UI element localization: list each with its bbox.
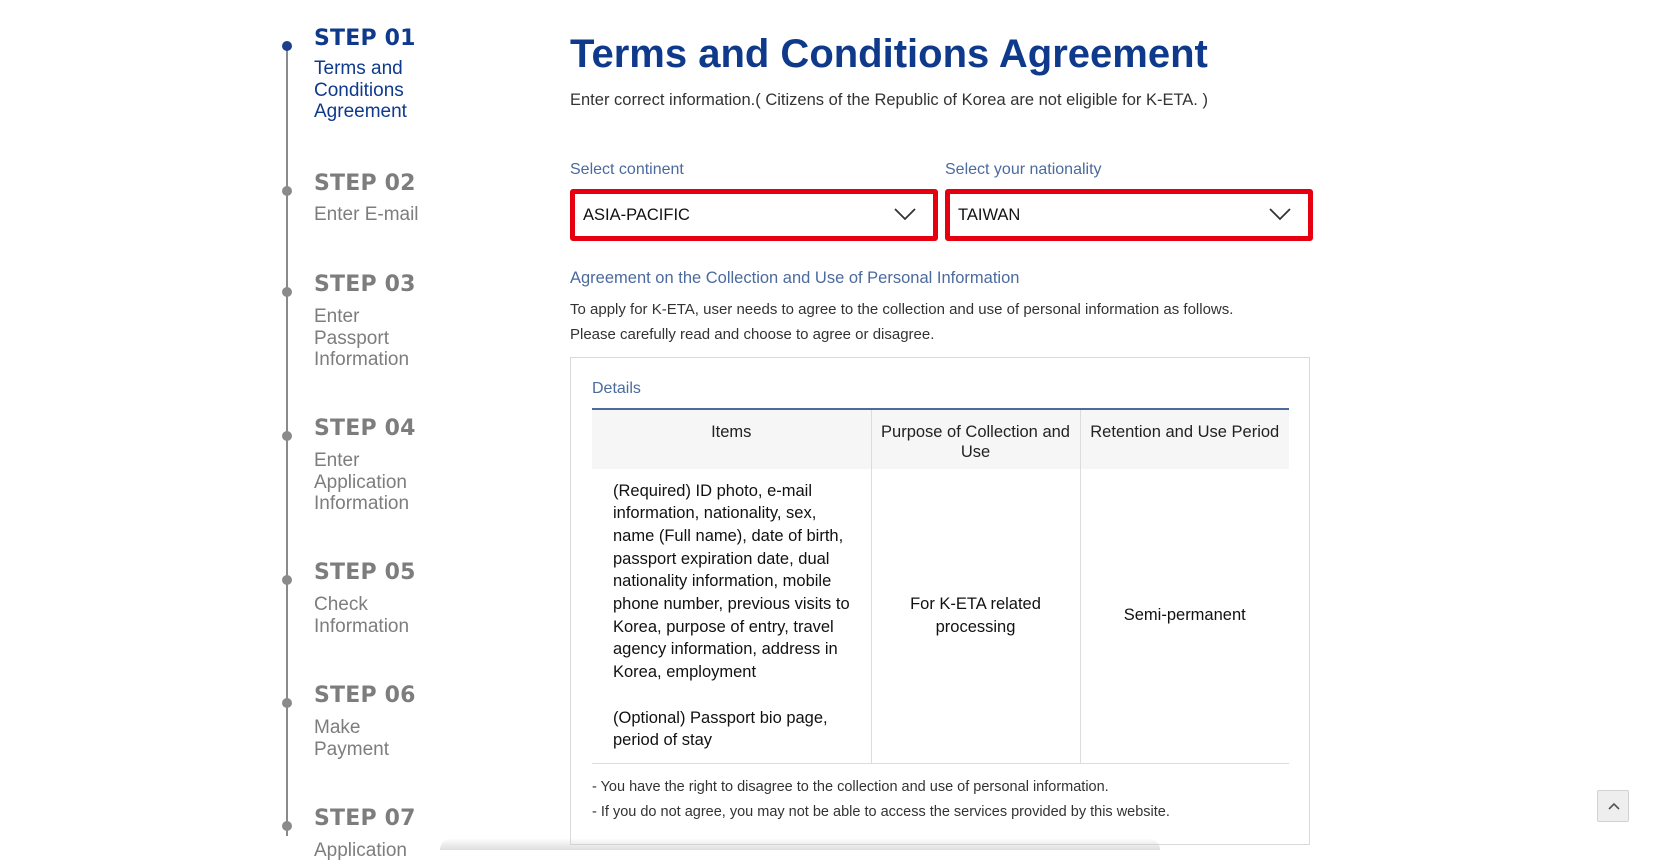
bottom-shadow — [440, 838, 1160, 850]
page-title: Terms and Conditions Agreement — [570, 32, 1208, 76]
step-01-number: STEP 01 — [314, 26, 416, 51]
continent-label: Select continent — [570, 161, 684, 178]
step-02-title: Enter E-mail — [314, 204, 419, 225]
chevron-up-icon — [1607, 801, 1621, 811]
personal-info-table — [592, 408, 1289, 764]
step-07-title: Application — [314, 840, 407, 861]
details-panel — [570, 357, 1310, 845]
table-header-row — [592, 409, 1289, 469]
header-retention: Retention and Use Period — [1080, 409, 1289, 469]
agreement-description: To apply for K-ETA, user needs to agree to the collection and use of personal information as follows. Please carefully read and choose to agree or disagree. — [570, 301, 1234, 343]
chevron-down-icon — [1268, 206, 1292, 222]
retention-cell: Semi-permanent — [1080, 469, 1289, 763]
step-05-number: STEP 05 — [314, 560, 416, 585]
chevron-down-icon — [893, 206, 917, 222]
step-03-number: STEP 03 — [314, 272, 416, 297]
header-purpose: Purpose of Collection and Use — [871, 409, 1080, 469]
step-01-marker — [282, 41, 292, 51]
nationality-label: Select your nationality — [945, 161, 1102, 178]
details-notes — [592, 775, 1170, 824]
header-items: Items — [592, 409, 871, 469]
step-navigation — [270, 0, 490, 861]
step-07-number: STEP 07 — [314, 806, 416, 831]
note-service-access: - If you do not agree, you may not be able to access the services provided by this website. — [592, 803, 1170, 820]
step-03-title: Enter Passport Information — [314, 306, 410, 370]
step-04-marker — [282, 431, 292, 441]
continent-select[interactable] — [570, 189, 938, 241]
required-items-text: (Required) ID photo, e-mail information, nationality, sex, name (Full name), date of birth, passport expiration date, dual nationality information, mobile phone number, previous visits to Korea, purpose of entry, travel agency information, address in Korea, employment — [613, 481, 850, 682]
step-02-marker — [282, 186, 292, 196]
optional-items-text: (Optional) Passport bio page, period of stay — [613, 708, 828, 750]
step-04-title: Enter Application Information — [314, 450, 410, 514]
step-07-marker — [282, 821, 292, 831]
items-cell — [592, 469, 871, 763]
step-05-title: Check Information — [314, 594, 410, 637]
step-04-number: STEP 04 — [314, 416, 416, 441]
step-06-marker — [282, 698, 292, 708]
continent-selected-value: ASIA-PACIFIC — [583, 206, 690, 224]
step-03-marker — [282, 287, 292, 297]
step-02-number: STEP 02 — [314, 171, 416, 196]
step-05-marker — [282, 575, 292, 585]
step-01-title: Terms and Conditions Agreement — [314, 58, 407, 122]
nationality-selected-value: TAIWAN — [958, 206, 1021, 224]
page-subtitle: Enter correct information.( Citizens of the Republic of Korea are not eligible for K-ETA. ) — [570, 91, 1208, 109]
table-row — [592, 469, 1289, 763]
agreement-heading: Agreement on the Collection and Use of Personal Information — [570, 269, 1020, 287]
nationality-select[interactable] — [945, 189, 1313, 241]
step-06-title: Make Payment — [314, 717, 389, 760]
step-06-number: STEP 06 — [314, 683, 416, 708]
purpose-cell: For K-ETA related processing — [871, 469, 1080, 763]
scroll-to-top-button[interactable] — [1597, 790, 1629, 822]
note-disagree-right: - You have the right to disagree to the collection and use of personal information. — [592, 779, 1109, 795]
details-label: Details — [592, 380, 641, 397]
step-timeline-line — [286, 46, 288, 836]
